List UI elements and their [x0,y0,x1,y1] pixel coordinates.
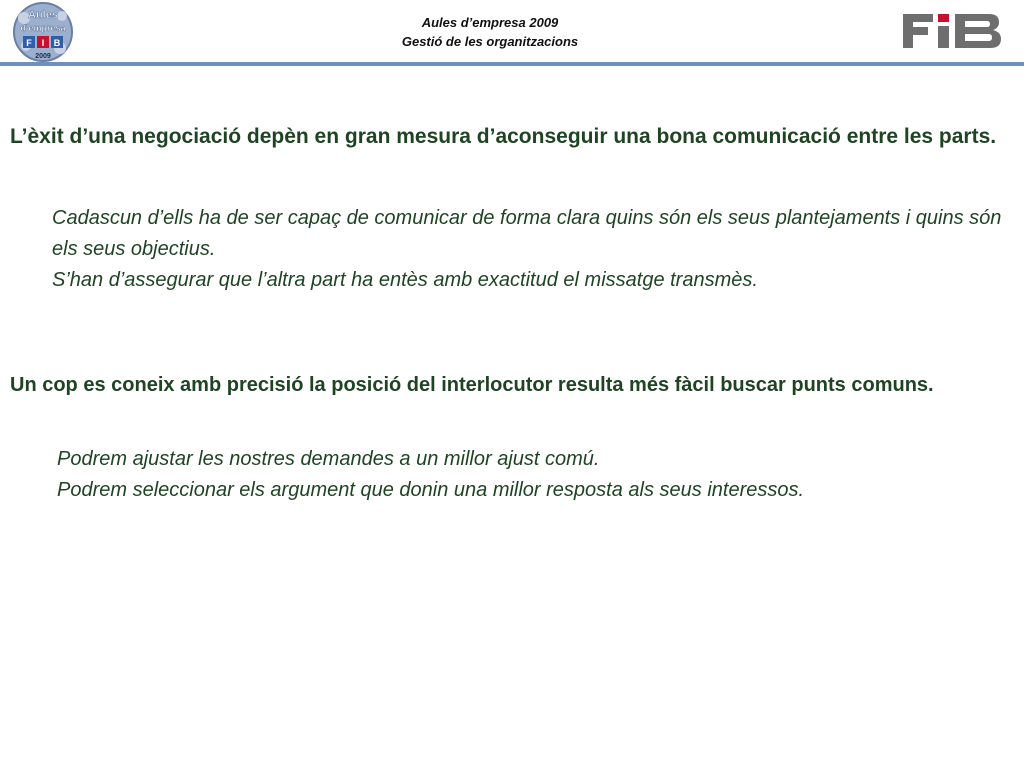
detail-line: Podrem seleccionar els argument que donin una millor resposta als seus interessos. [57,479,805,501]
logo-word-empresa: d’empresa [20,23,66,33]
header-title-line1: Aules d’empresa 2009 [421,15,559,30]
aules-empresa-logo [10,2,76,62]
detail-block-1 [52,203,1002,296]
detail-line: S’han d’assegurar que l’altra part ha entès amb exactitud el missatge transmès. [52,269,758,291]
logo-letter-i: I [41,38,45,48]
detail-block-2 [57,444,957,506]
logo-word-aules: Aules [28,9,58,21]
slide-header [0,0,1024,62]
main-statement-2: Un cop es coneix amb precisió la posició del interlocutor resulta més fàcil buscar punts comuns. [10,374,934,396]
detail-line: Cadascun d’ells ha de ser capaç de comunicar de forma clara quins són els seus plantejaments i quins són els seus objectius. [52,207,1002,260]
logo-letter-b: B [53,38,61,48]
header-title-line2: Gestió de les organitzacions [401,34,579,49]
logo-letter-f: F [26,38,32,48]
header-divider [0,62,1024,66]
fib-logo [903,14,1001,48]
main-statement-1: L’èxit d’una negociació depèn en gran mesura d’aconseguir una bona comunicació entre les parts. [10,125,997,148]
detail-line: Podrem ajustar les nostres demandes a un millor ajust comú. [57,448,600,470]
logo-year: 2009 [35,53,51,60]
